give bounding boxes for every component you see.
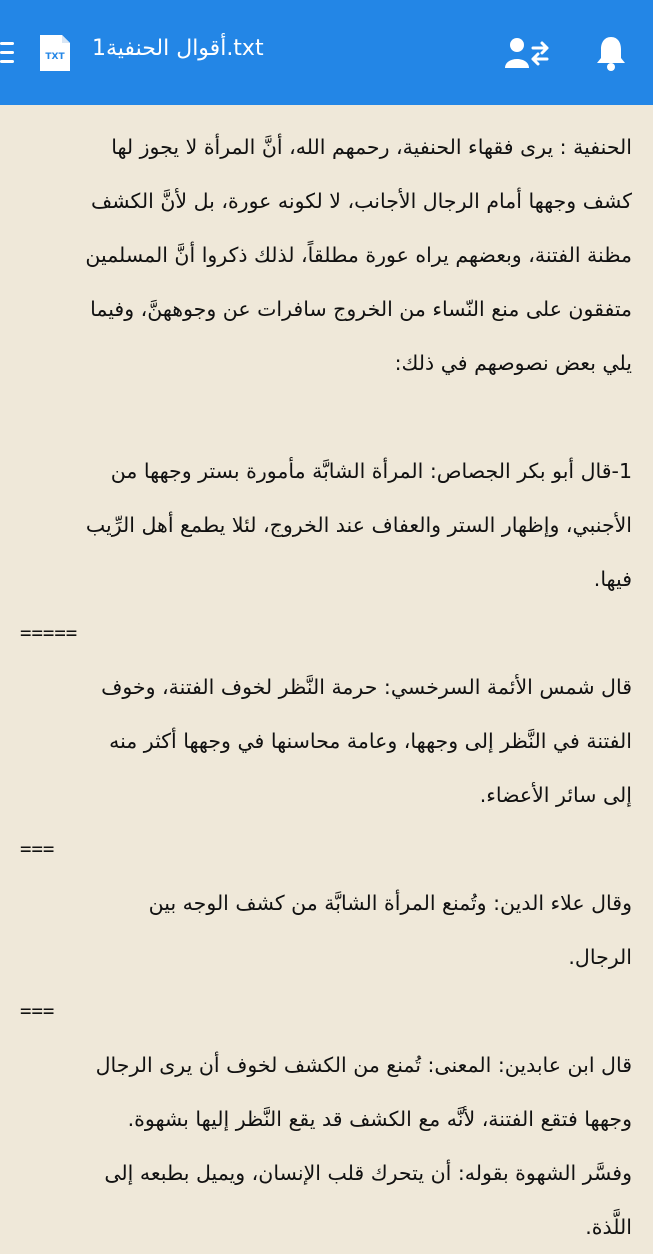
text-line: إلى سائر الأعضاء. [479, 783, 632, 807]
separator-line: === [20, 838, 55, 860]
text-line: قال ابن عابدين: المعنى: تُمنع من الكشف لخوف أن يرى الرجال [95, 1053, 632, 1077]
document-title: أقوال الحنفية1.txt [92, 36, 264, 61]
text-line: 1-قال أبو بكر الجصاص: المرأة الشابَّة مأمورة بستر وجهها من [110, 459, 632, 483]
menu-icon[interactable] [0, 42, 14, 64]
txt-file-icon [38, 33, 72, 73]
separator-line: ===== [20, 622, 78, 644]
text-line: الحنفية : يرى فقهاء الحنفية، رحمهم الله، أنَّ المرأة لا يجوز لها [111, 135, 632, 159]
text-line: وفسَّر الشهوة بقوله: أن يتحرك قلب الإنسان، ويميل بطبعه إلى [104, 1161, 632, 1185]
text-line: الأجنبي، وإظهار الستر والعفاف عند الخروج، لئلا يطمع أهل الرِّيب [85, 513, 632, 537]
text-line: قال شمس الأئمة السرخسي: حرمة النَّظر لخوف الفتنة، وخوف [101, 675, 632, 699]
text-line: وجهها فتقع الفتنة، لأنَّه مع الكشف قد يقع النَّظر إليها بشهوة. [127, 1107, 632, 1131]
blank-line [20, 390, 632, 444]
text-line: الفتنة في النَّظر إلى وجهها، وعامة محاسنها في وجهها أكثر منه [109, 729, 632, 753]
switch-user-icon[interactable] [505, 36, 549, 70]
text-line: وقال علاء الدين: وتُمنع المرأة الشابَّة من كشف الوجه بين [148, 891, 632, 915]
text-line: فيها. [593, 567, 632, 591]
text-line: الرجال. [568, 945, 632, 969]
text-line: اللَّذة. [585, 1215, 632, 1239]
document-content [20, 120, 632, 1239]
separator-line: === [20, 1000, 55, 1022]
bell-icon[interactable] [596, 34, 626, 72]
txt-file-badge: TXT [45, 52, 65, 62]
text-line: يلي بعض نصوصهم في ذلك: [394, 351, 632, 375]
text-line: مظنة الفتنة، وبعضهم يراه عورة مطلقاً، لذلك ذكروا أنَّ المسلمين [85, 243, 632, 267]
text-line: متفقون على منع النّساء من الخروج سافرات عن وجوههنَّ، وفيما [90, 297, 632, 321]
text-line: كشف وجهها أمام الرجال الأجانب، لا لكونه عورة، بل لأنَّ الكشف [91, 189, 632, 213]
app-bar [0, 0, 653, 105]
